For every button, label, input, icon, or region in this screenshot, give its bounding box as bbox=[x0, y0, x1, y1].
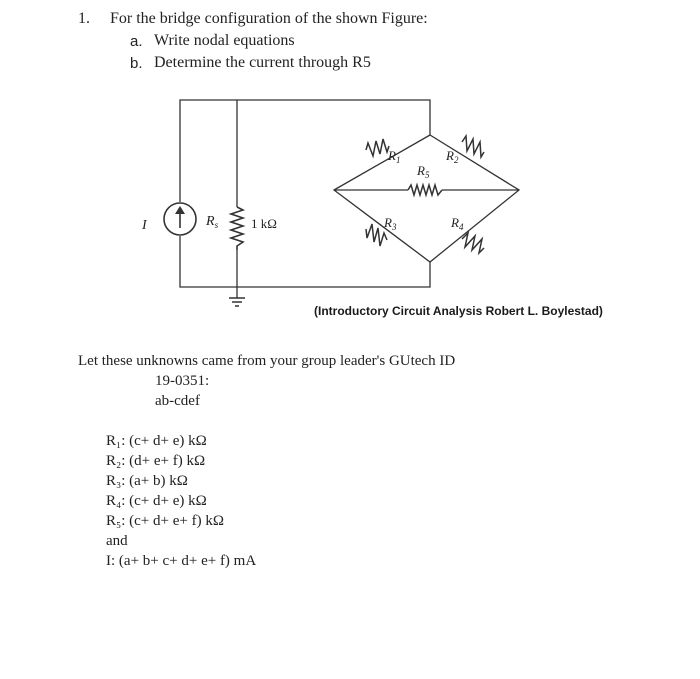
value-r1: R₁: (c+ d+ e) kΩ bbox=[106, 433, 207, 449]
r5-resistor bbox=[408, 185, 442, 195]
r5-label: $R_5$ bbox=[417, 163, 430, 180]
value-current: I: (a+ b+ c+ d+ e+ f) mA bbox=[106, 553, 257, 569]
r4-label: $R_4$ bbox=[451, 215, 464, 232]
part-b-letter: b. bbox=[130, 55, 143, 72]
r1-resistor bbox=[366, 139, 389, 156]
value-r3: R₃: (a+ b) kΩ bbox=[106, 473, 188, 489]
question-stem: For the bridge configuration of the shown Figure: bbox=[110, 10, 428, 27]
r1-label: $R_1$ bbox=[388, 148, 401, 165]
wire-bottom bbox=[180, 236, 430, 287]
part-b-text: Determine the current through R5 bbox=[154, 54, 371, 71]
source-label: I bbox=[142, 218, 147, 233]
question-number: 1. bbox=[78, 10, 90, 27]
rs-resistor bbox=[231, 207, 243, 250]
r3-label: $R_3$ bbox=[384, 215, 397, 232]
value-r2: R₂: (d+ e+ f) kΩ bbox=[106, 453, 206, 469]
rs-label: $R_s$ bbox=[206, 214, 219, 230]
and-word: and bbox=[106, 533, 128, 549]
ground-icon bbox=[229, 298, 245, 306]
rs-value: 1 kΩ bbox=[251, 216, 277, 231]
value-r5: R₅: (c+ d+ e+ f) kΩ bbox=[106, 513, 224, 529]
intro-line: Let these unknowns came from your group leader's GUtech ID bbox=[78, 353, 456, 369]
figure-caption: (Introductory Circuit Analysis Robert L. Boylestad) bbox=[314, 304, 603, 318]
id-pattern: ab-cdef bbox=[155, 393, 200, 409]
part-a-text: Write nodal equations bbox=[154, 32, 295, 49]
r2-resistor bbox=[462, 136, 484, 157]
part-a-letter: a. bbox=[130, 33, 143, 50]
id-number: 19-0351: bbox=[155, 373, 210, 389]
bridge-diamond bbox=[334, 135, 519, 262]
r4-resistor bbox=[462, 233, 484, 253]
r2-label: $R_2$ bbox=[446, 148, 459, 165]
value-r4: R₄: (c+ d+ e) kΩ bbox=[106, 493, 207, 509]
